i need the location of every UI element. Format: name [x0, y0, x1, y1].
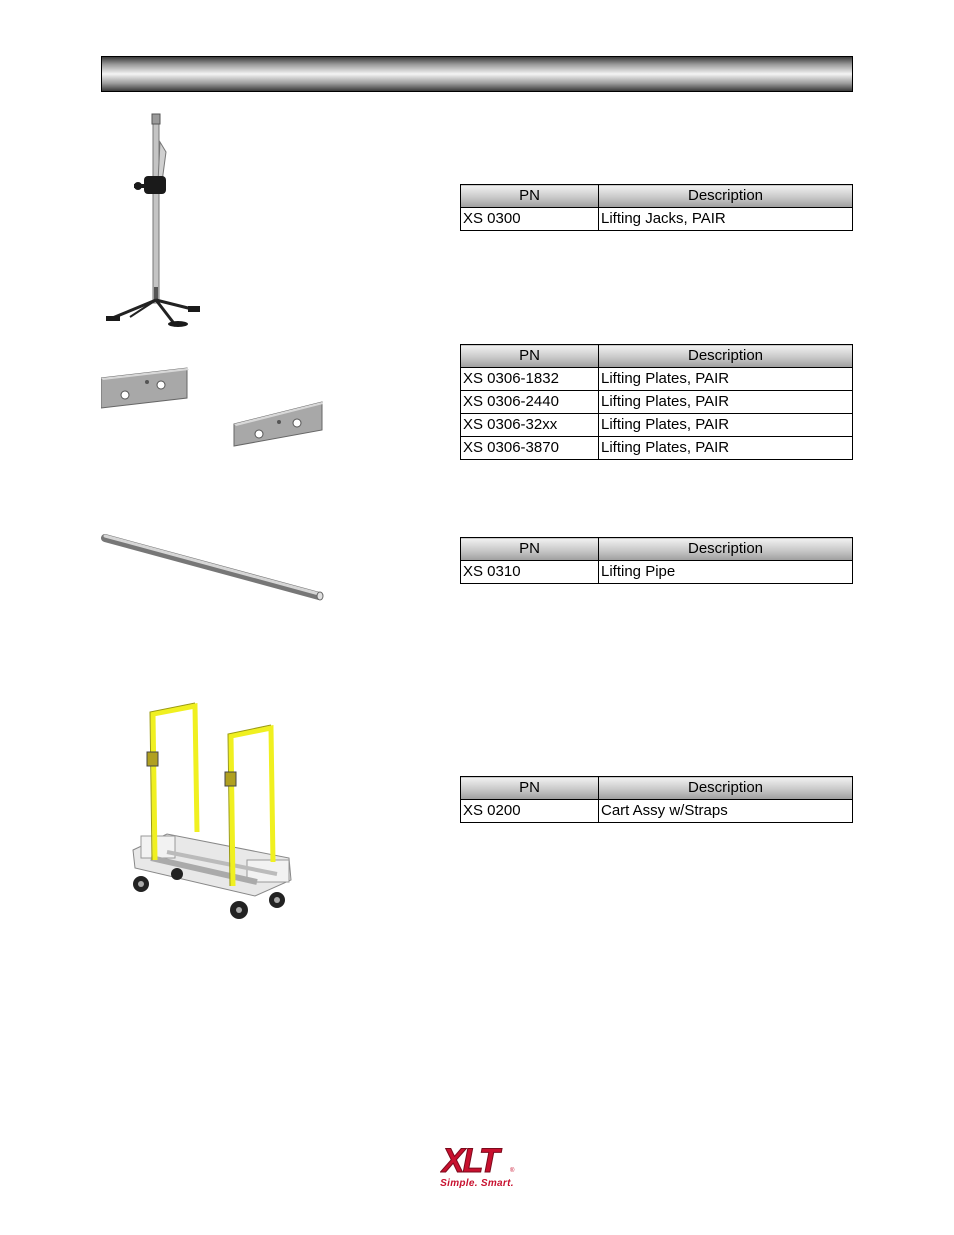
- parts-table-cart-assy: [460, 776, 853, 823]
- part-description: Lifting Plates, PAIR: [599, 391, 853, 414]
- part-number: XS 0306-32xx: [461, 414, 599, 437]
- parts-table-lifting-jacks: [460, 184, 853, 231]
- plate-left: [101, 368, 189, 408]
- section-header-bar: [101, 56, 853, 92]
- column-header-pn: PN: [461, 345, 599, 368]
- table-row: [461, 368, 853, 391]
- part-description: Cart Assy w/Straps: [599, 800, 853, 823]
- lifting-plates-image: [101, 362, 323, 448]
- column-header-pn: PN: [461, 538, 599, 561]
- xlt-logo-mark: [440, 1142, 518, 1176]
- part-description: Lifting Plates, PAIR: [599, 437, 853, 460]
- table-row: [461, 437, 853, 460]
- logo-tagline: Simple. Smart.: [440, 1178, 514, 1189]
- table-row: [461, 561, 853, 584]
- plate-right: [234, 402, 323, 446]
- svg-text:XLT: XLT: [442, 1142, 498, 1176]
- part-number: XS 0200: [461, 800, 599, 823]
- xlt-logo: [424, 1140, 530, 1192]
- part-number: XS 0306-3870: [461, 437, 599, 460]
- column-header-description: Description: [599, 538, 853, 561]
- part-description: Lifting Jacks, PAIR: [599, 208, 853, 231]
- part-number: XS 0300: [461, 208, 599, 231]
- part-description: Lifting Pipe: [599, 561, 853, 584]
- cart-assy-image: [127, 702, 297, 924]
- part-number: XS 0306-1832: [461, 368, 599, 391]
- column-header-description: Description: [599, 345, 853, 368]
- part-number: XS 0306-2440: [461, 391, 599, 414]
- table-row: [461, 208, 853, 231]
- svg-text:®: ®: [510, 1168, 515, 1174]
- part-description: Lifting Plates, PAIR: [599, 368, 853, 391]
- lifting-jack-image: [104, 112, 200, 327]
- part-number: XS 0310: [461, 561, 599, 584]
- column-header-pn: PN: [461, 185, 599, 208]
- lifting-pipe-image: [101, 532, 325, 604]
- part-description: Lifting Plates, PAIR: [599, 414, 853, 437]
- parts-table-lifting-plates: [460, 344, 853, 460]
- table-row: [461, 391, 853, 414]
- column-header-pn: PN: [461, 777, 599, 800]
- column-header-description: Description: [599, 777, 853, 800]
- column-header-description: Description: [599, 185, 853, 208]
- parts-table-lifting-pipe: [460, 537, 853, 584]
- table-row: [461, 414, 853, 437]
- table-row: [461, 800, 853, 823]
